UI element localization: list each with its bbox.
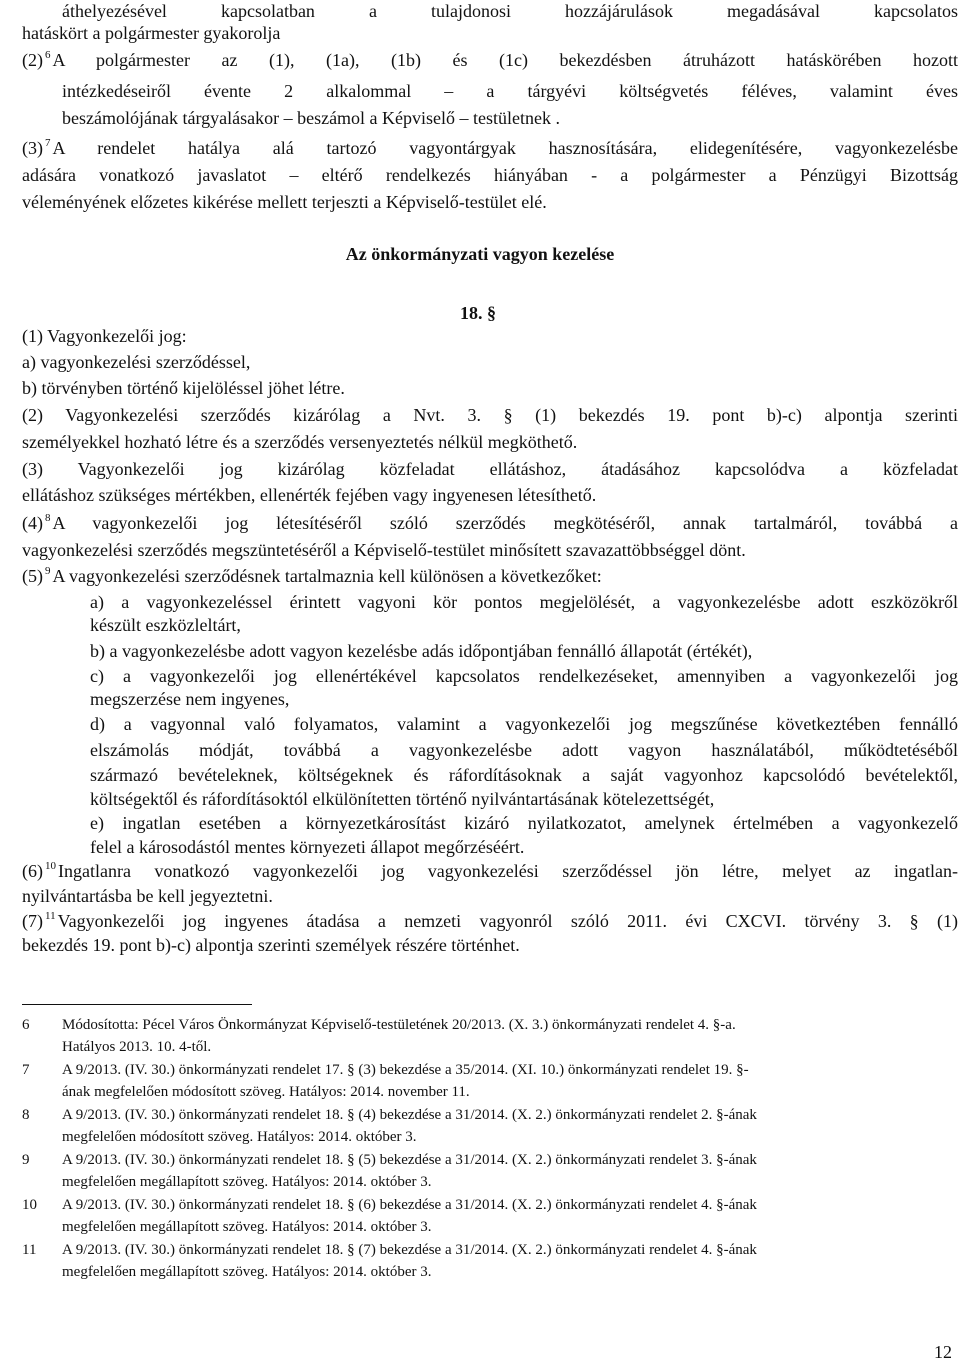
- footnote-10-line-1: A 9/2013. (IV. 30.) önkormányzati rendelet 18. § (6) bekezdése a 31/2014. (X. 2.) önkormányzati rendelet 4. §-ának: [62, 1197, 757, 1213]
- s6-number: (6): [22, 861, 43, 881]
- section-heading: Az önkormányzati vagyon kezelése: [345, 244, 615, 264]
- footnote-6-number: 6: [22, 1017, 30, 1033]
- paragraph-2-line-1: [22, 49, 958, 74]
- intro-line-2: hatáskört a polgármester gyakorolja: [22, 23, 281, 43]
- s3-line-2: ellátáshoz szükséges mértékben, ellenérték fejében vagy ingyenesen létesíthető.: [22, 485, 597, 505]
- s5-item-d-4: költségektől és ráfordításoktól elkülönítetten történő nyilvántartásának kötelezettségét,: [90, 789, 715, 809]
- footnote-10: [22, 1196, 757, 1214]
- paragraph-3-line-1: [22, 137, 958, 162]
- s5-item-d-3: származó bevételeknek, költségeknek és ráfordításoknak a saját vagyonhoz kapcsolódó bevételektől,: [90, 765, 958, 785]
- footnote-6-line-1: Módosította: Pécel Város Önkormányzat Képviselő-testületének 20/2013. (X. 3.) önkormányzati rendelet 4. §-a.: [62, 1017, 736, 1033]
- s2-line-2: személyekkel hozható létre és a szerződés versenyeztetés nélkül megköthető.: [22, 432, 578, 452]
- section-number: 18. §: [460, 303, 496, 323]
- paragraph-2-line-3: beszámolójának tárgyalásakor – beszámol a Képviselő – testületnek .: [62, 108, 561, 128]
- s6-line-2: nyilvántartásba be kell jegyeztetni.: [22, 886, 273, 906]
- s4-text-1: A vagyonkezelői jog létesítéséről szóló szerződés megkötéséről, annak tartalmáról, továbbá a: [52, 513, 958, 533]
- s5-text-1: A vagyonkezelési szerződésnek tartalmaznia kell különösen a következőket:: [52, 566, 602, 586]
- footnote-9-number: 9: [22, 1152, 30, 1168]
- footnote-6: [22, 1016, 736, 1034]
- s7-number: (7): [22, 911, 43, 931]
- s5-item-d-1: d) a vagyonnal való folyamatos, valamint a vagyonkezelői jog megszűnése következtében fennálló: [90, 714, 958, 734]
- paragraph-3-line-3: véleményének előzetes kikérése mellett terjeszti a Képviselő-testület elé.: [22, 192, 547, 212]
- paragraph-2-number: (2): [22, 50, 43, 70]
- paragraph-3-text-1: A rendelet hatálya alá tartozó vagyontárgyak hasznosítására, elidegenítésére, vagyonkezelésbe: [52, 138, 958, 158]
- footnote-11-line-1: A 9/2013. (IV. 30.) önkormányzati rendelet 18. § (7) bekezdése a 31/2014. (X. 2.) önkormányzati rendelet 4. §-ának: [62, 1242, 757, 1258]
- footnote-ref-11[interactable]: 11: [45, 910, 56, 922]
- footnote-9: [22, 1151, 757, 1169]
- s5-item-e-1: e) ingatlan esetében a környezetkárosítást kizáró nyilatkozatot, amelynek értelmében a vagyonkezelő: [90, 813, 958, 833]
- footnote-7-line-2: ának megfelelően módosított szöveg. Hatályos: 2014. november 11.: [62, 1084, 470, 1100]
- footnote-11-line-2: megfelelően megállapított szöveg. Hatályos: 2014. október 3.: [62, 1264, 432, 1280]
- s2-line-1: (2) Vagyonkezelési szerződés kizárólag a Nvt. 3. § (1) bekezdés 19. pont b)-c) alpontja szerinti: [22, 405, 958, 425]
- s5-item-a-2: készült eszközleltárt,: [90, 615, 241, 635]
- footnote-7: [22, 1061, 749, 1079]
- s6-line-1: [22, 860, 958, 885]
- footnote-ref-6[interactable]: 6: [45, 49, 51, 61]
- s1-line-2: a) vagyonkezelési szerződéssel,: [22, 352, 251, 372]
- s7-text-1: Vagyonkezelői jog ingyenes átadása a nemzeti vagyonról szóló 2011. évi CXCVI. törvény 3. § (1): [57, 911, 958, 931]
- s5-item-d-2: elszámolás módját, továbbá a vagyonkezelésbe adott vagyon használatából, működtetéséből: [90, 740, 958, 760]
- footnote-8-number: 8: [22, 1107, 30, 1123]
- footnote-6-line-2: Hatályos 2013. 10. 4-től.: [62, 1039, 212, 1055]
- footnote-ref-8[interactable]: 8: [45, 512, 51, 524]
- paragraph-3-number: (3): [22, 138, 43, 158]
- s5-item-c-2: megszerzése nem ingyenes,: [90, 689, 290, 709]
- footnote-ref-9[interactable]: 9: [45, 565, 51, 577]
- s4-line-2: vagyonkezelési szerződés megszüntetéséről a Képviselő-testület minősített szavazattöbbséggel dönt.: [22, 540, 746, 560]
- footnote-9-line-1: A 9/2013. (IV. 30.) önkormányzati rendelet 18. § (5) bekezdése a 31/2014. (X. 2.) önkormányzati rendelet 3. §-ának: [62, 1152, 757, 1168]
- footnote-8-line-2: megfelelően módosított szöveg. Hatályos: 2014. október 3.: [62, 1129, 417, 1145]
- s7-line-1: [22, 910, 958, 935]
- paragraph-3-line-2: adására vonatkozó javaslatot – eltérő rendelkezés hiányában - a polgármester a Pénzügyi Bizottság: [22, 165, 958, 185]
- footnote-7-number: 7: [22, 1062, 30, 1078]
- paragraph-2-line-2: intézkedéseiről évente 2 alkalommal – a tárgyévi költségvetés féléves, valamint éves: [62, 81, 958, 101]
- footnote-10-line-2: megfelelően megállapított szöveg. Hatályos: 2014. október 3.: [62, 1219, 432, 1235]
- intro-line-1: áthelyezésével kapcsolatban a tulajdonosi hozzájárulások megadásával kapcsolatos: [62, 1, 958, 21]
- footnote-7-line-1: A 9/2013. (IV. 30.) önkormányzati rendelet 17. § (3) bekezdése a 35/2014. (XI. 10.) önkormányzati rendelet 19. §-: [62, 1062, 749, 1078]
- footnote-11: [22, 1241, 757, 1259]
- s7-line-2: bekezdés 19. pont b)-c) alpontja szerinti személyek részére történhet.: [22, 935, 520, 955]
- page-number: 12: [934, 1342, 952, 1362]
- paragraph-2-text-1: A polgármester az (1), (1a), (1b) és (1c) bekezdésben átruházott hatáskörében hozott: [52, 50, 958, 70]
- footnote-9-line-2: megfelelően megállapított szöveg. Hatályos: 2014. október 3.: [62, 1174, 432, 1190]
- footnote-ref-10[interactable]: 10: [45, 860, 56, 872]
- s5-item-e-2: felel a károsodástól mentes környezeti állapot megőrzéséért.: [90, 837, 525, 857]
- s5-item-b: b) a vagyonkezelésbe adott vagyon kezelésbe adás időpontjában fennálló állapotát (értékét),: [90, 641, 753, 661]
- s6-text-1: Ingatlanra vonatkozó vagyonkezelői jog vagyonkezelési szerződéssel jön létre, melyet az ingatlan-: [58, 861, 958, 881]
- s5-item-a-1: a) a vagyonkezeléssel érintett vagyoni kör pontos megjelölését, a vagyonkezelésbe adott eszközökről: [90, 592, 958, 612]
- s5-line-1: [22, 565, 958, 590]
- footnote-10-number: 10: [22, 1197, 37, 1213]
- s4-line-1: [22, 512, 958, 537]
- s4-number: (4): [22, 513, 43, 533]
- s5-number: (5): [22, 566, 43, 586]
- footnote-11-number: 11: [22, 1242, 37, 1258]
- s1-line-3: b) törvényben történő kijelöléssel jöhet létre.: [22, 378, 345, 398]
- footnote-8: [22, 1106, 757, 1124]
- footnote-ref-7[interactable]: 7: [45, 137, 51, 149]
- s3-line-1: (3) Vagyonkezelői jog kizárólag közfeladat ellátáshoz, átadásához kapcsolódva a közfeladat: [22, 459, 958, 479]
- footnote-separator: [22, 1004, 252, 1005]
- s1-line-1: (1) Vagyonkezelői jog:: [22, 326, 187, 346]
- footnote-8-line-1: A 9/2013. (IV. 30.) önkormányzati rendelet 18. § (4) bekezdése a 31/2014. (X. 2.) önkormányzati rendelet 2. §-ának: [62, 1107, 757, 1123]
- s5-item-c-1: c) a vagyonkezelői jog ellenértékével kapcsolatos rendelkezéseket, amennyiben a vagyonkezelői jog: [90, 666, 958, 686]
